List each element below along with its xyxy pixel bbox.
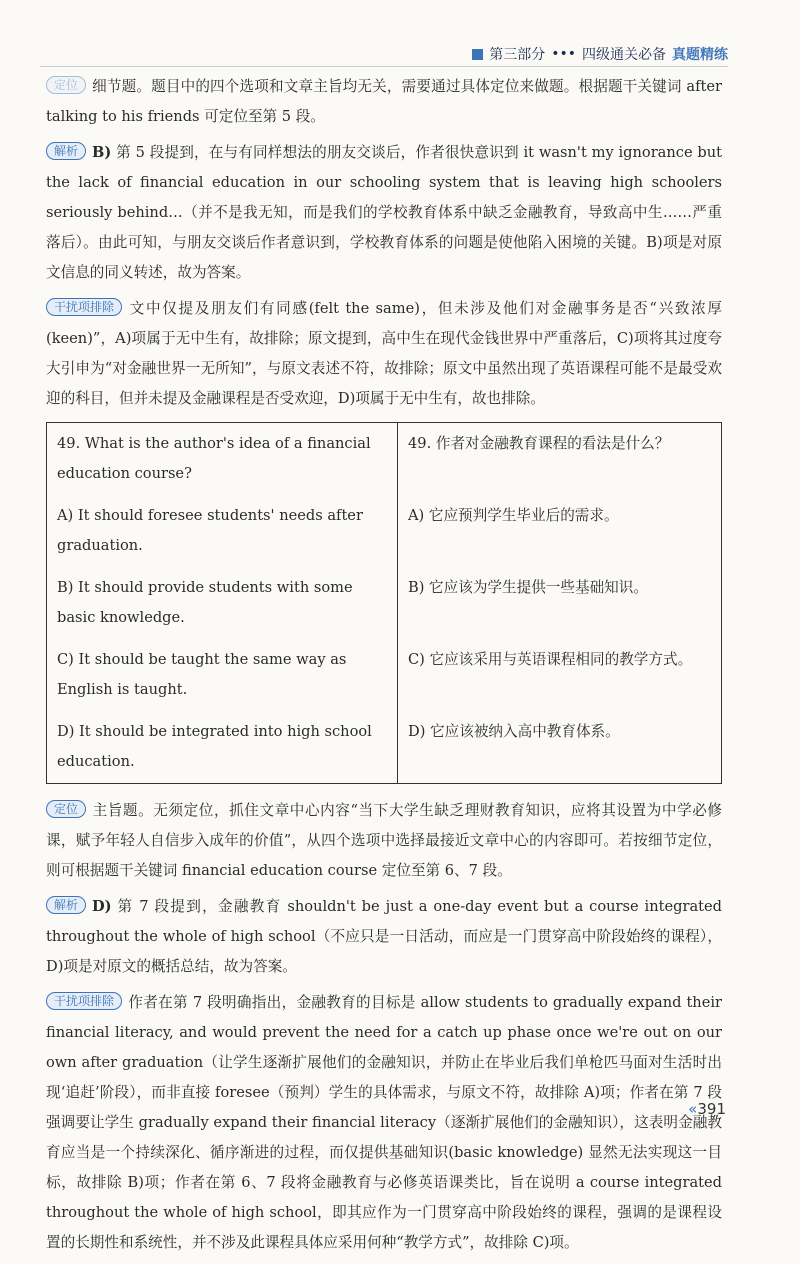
analysis-text: 第 7 段提到，金融教育 shouldn't be just a one-day event but a course integrated throughout the whole of high school（不应只是一日活动，而应是一门贯穿高中阶段始终的课程），D)项是对原文的概括总结，故为答案。 bbox=[46, 898, 722, 975]
question-stem-cn: 49. 作者对金融教育课程的看法是什么？ bbox=[408, 435, 670, 452]
page-marker-icon: « bbox=[688, 1100, 698, 1118]
tag-locate: 定位 bbox=[46, 76, 86, 94]
analysis-distractor-q48 bbox=[46, 294, 722, 414]
analysis-text: 主旨题。无须定位，抓住文章中心内容“当下大学生缺乏理财教育知识，应将其设置为中学必修课，赋予年轻人自信步入成年的价值”，从四个选项中选择最接近文章中心的内容即可。若按细节定位，则可根据题干关键词 financial education course 定位至第 6、7 段。 bbox=[46, 802, 722, 879]
analysis-explain-q49 bbox=[46, 892, 722, 982]
analysis-locate-q48 bbox=[46, 72, 722, 132]
header-title: 四级通关必备 bbox=[582, 47, 666, 63]
tag-explain: 解析 bbox=[46, 142, 86, 160]
tag-locate: 定位 bbox=[46, 800, 86, 818]
answer-letter: D) bbox=[92, 898, 112, 915]
tag-distractor: 干扰项排除 bbox=[46, 298, 122, 316]
analysis-explain-q48 bbox=[46, 138, 722, 288]
part-label: 第三部分 bbox=[489, 47, 546, 63]
analysis-text: 第 5 段提到，在与有同样想法的朋友交谈后，作者很快意识到 it wasn't my ignorance but the lack of financial education in our schooling system that is leaving high schoolers seriously behind…（并不是我无知，而是我们的学校教育体系中缺乏金融教育，导致高中生……严重落后）。由此可知，与朋友交谈后作者意识到，学校教育体系的问题是使他陷入困境的关键。B)项是对原文信息的同义转述，故为答案。 bbox=[46, 144, 722, 281]
analysis-text: 作者在第 7 段明确指出，金融教育的目标是 allow students to gradually expand their financial literacy, and would prevent the need for a catch up phase once we're out on our own after graduation（让学生逐渐扩展他们的金融知识，并防止在毕业后我们单枪匹马面对生活时出现‘追赶’阶段），而非直接 foresee（预判）学生的具体需求，与原文不符，故排除 A)项；作者在第 7 段强调要让学生 gradually expand their financial literacy（逐渐扩展他们的金融知识），这表明金融教育应当是一个持续深化、循序渐进的过程，而仅提供基础知识(basic knowledge) 显然无法实现这一目标，故排除 B)项；作者在第 6、7 段将金融教育与必修英语课类比，旨在说明 a course integrated throughout the whole of high school，即其应作为一门贯穿高中阶段始终的课程，强调的是课程设置的长期性和系统性，并不涉及此课程具体应采用何种“教学方式”，故排除 C)项。 bbox=[46, 994, 722, 1251]
question-stem-en: 49. What is the author's idea of a financial education course? bbox=[47, 423, 398, 496]
page-body bbox=[46, 72, 722, 1264]
option-en: B) It should provide students with some basic knowledge. bbox=[47, 567, 398, 639]
analysis-text: 细节题。题目中的四个选项和文章主旨均无关，需要通过具体定位来做题。根据题干关键词 after talking to his friends 可定位至第 5 段。 bbox=[46, 78, 722, 125]
analysis-locate-q49 bbox=[46, 796, 722, 886]
square-bullet-icon bbox=[472, 49, 483, 60]
tag-explain: 解析 bbox=[46, 896, 86, 914]
option-en: A) It should foresee students' needs after graduation. bbox=[47, 495, 398, 567]
option-cn: C) 它应该采用与英语课程相同的教学方式。 bbox=[408, 651, 693, 668]
question-table bbox=[46, 422, 722, 784]
analysis-distractor-q49 bbox=[46, 988, 722, 1258]
option-en: C) It should be taught the same way as English is taught. bbox=[47, 639, 398, 711]
running-header bbox=[472, 44, 728, 64]
page-number bbox=[688, 1100, 726, 1118]
header-dots: ••• bbox=[551, 46, 576, 62]
analysis-text: 文中仅提及朋友们有同感(felt the same)，但未涉及他们对金融事务是否“兴致浓厚(keen)”，A)项属于无中生有，故排除；原文提到，高中生在现代金钱世界中严重落后，C)项将其过度夸大引申为“对金融世界一无所知”，与原文表述不符，故排除；原文中虽然出现了英语课程可能不是最受欢迎的科目，但并未提及金融课程是否受欢迎，D)项属于无中生有，故也排除。 bbox=[46, 300, 722, 407]
answer-letter: B) bbox=[92, 144, 112, 161]
option-cn: D) 它应该被纳入高中教育体系。 bbox=[408, 723, 620, 740]
option-cn: A) 它应预判学生毕业后的需求。 bbox=[408, 507, 619, 524]
tag-distractor: 干扰项排除 bbox=[46, 992, 122, 1010]
option-cn: B) 它应该为学生提供一些基础知识。 bbox=[408, 579, 648, 596]
header-divider bbox=[40, 66, 728, 67]
option-en: D) It should be integrated into high school education. bbox=[47, 711, 398, 784]
header-title-highlight: 真题精练 bbox=[672, 47, 728, 63]
page-number-text: 391 bbox=[697, 1100, 726, 1118]
